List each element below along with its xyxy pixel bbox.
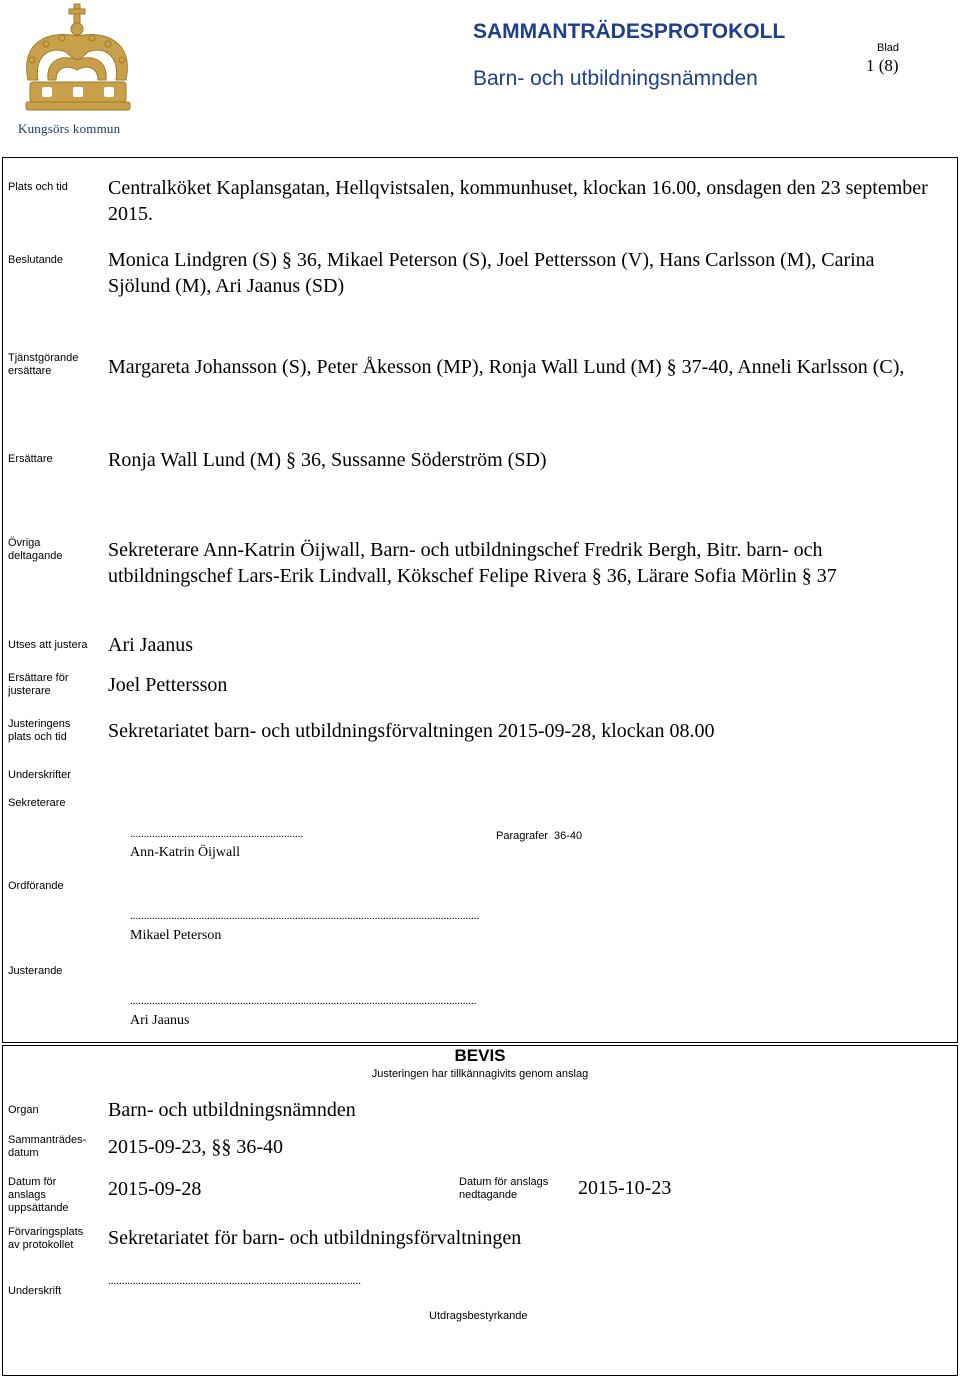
crown-icon [18,2,138,114]
forvaringsplats-label: Förvaringsplats av protokollet [8,1226,84,1251]
page-subtitle: Barn- och utbildningsnämnden [473,67,758,90]
ers-justerare-label: Ersättare för justerare [8,672,69,697]
logo-text: Kungsörs kommun [18,121,121,136]
sammantradesdatum-label: Sammanträdes-datum [8,1134,87,1159]
underskrift-dots: ............................................................................................ [108,1275,361,1287]
underskrifter-label: Underskrifter [8,769,71,781]
justeringens-value: Sekretariatet barn- och utbildningsförvaltningen 2015-09-28, klockan 08.00 [108,720,715,742]
paragrafer-label: Paragrafer [496,830,548,842]
blad-value: 1 (8) [866,56,899,75]
plats-value: Centralköket Kaplansgatan, Hellqvistsalen, kommunhuset, klockan 16.00, onsdagen den 23 september 2015. [108,177,928,225]
logo [18,2,138,136]
justeringens-label: Justeringens plats och tid [8,718,71,743]
sekreterare-name: Ann-Katrin Öijwall [130,845,241,860]
nedtagande-value: 2015-10-23 [578,1177,672,1199]
paragrafer-value: 36-40 [554,830,583,842]
ordforande-dots: ............................................................................................................................... [130,910,480,922]
justerande-dots: .............................................................................................................................. [130,995,477,1007]
justerande-name: Ari Jaanus [130,1013,190,1028]
page-title: SAMMANTRÄDESPROTOKOLL [473,20,786,43]
tjanstgorande-value: Margareta Johansson (S), Peter Åkesson (MP), Ronja Wall Lund (M) § 37-40, Anneli Karlsson (C), [108,356,905,378]
ovriga-value: Sekreterare Ann-Katrin Öijwall, Barn- och utbildningschef Fredrik Bergh, Bitr. barn- och utbildningschef Lars-Erik Lindvall, Kökschef Felipe Rivera § 36, Lärare Sofia Mörlin § 37 [108,539,837,587]
organ-label: Organ [8,1104,39,1116]
ers-justerare-value: Joel Pettersson [108,674,228,696]
bevis-subtitle: Justeringen har tillkännagivits genom anslag [371,1068,589,1080]
ordforande-name: Mikael Peterson [130,928,222,943]
utses-label: Utses att justera [8,639,88,651]
bevis-title: BEVIS [454,1046,506,1065]
organ-value: Barn- och utbildningsnämnden [108,1099,356,1121]
sekreterare-dots: ............................................................... [130,828,304,840]
blad-label: Blad [877,42,900,54]
nedtagande-label: Datum för anslags nedtagande [459,1176,549,1201]
tjanstgorande-label: Tjänstgörande ersättare [8,352,79,377]
uppsattande-label: Datum för anslags uppsättande [8,1176,69,1214]
ersattare-label: Ersättare [8,453,53,465]
ersattare-value: Ronja Wall Lund (M) § 36, Sussanne Söderström (SD) [108,449,547,471]
plats-label: Plats och tid [8,181,68,193]
bevis-box [2,1045,958,1376]
utses-value: Ari Jaanus [108,634,193,656]
uppsattande-value: 2015-09-28 [108,1178,202,1200]
forvaringsplats-value: Sekretariatet för barn- och utbildningsförvaltningen [108,1227,522,1249]
ordforande-label: Ordförande [8,880,64,892]
beslutande-label: Beslutande [8,254,64,266]
beslutande-value: Monica Lindgren (S) § 36, Mikael Peterson (S), Joel Pettersson (V), Hans Carlsson (M), Carina Sjölund (M), Ari Jaanus (SD) [108,249,875,297]
underskrift-label: Underskrift [8,1285,62,1297]
utdragsbestyrkande-label: Utdragsbestyrkande [429,1310,528,1322]
ovriga-label: Övriga deltagande [8,537,63,562]
sammantradesdatum-value: 2015-09-23, §§ 36-40 [108,1136,283,1158]
justerande-label: Justerande [8,965,63,977]
sekreterare-label: Sekreterare [8,797,66,809]
